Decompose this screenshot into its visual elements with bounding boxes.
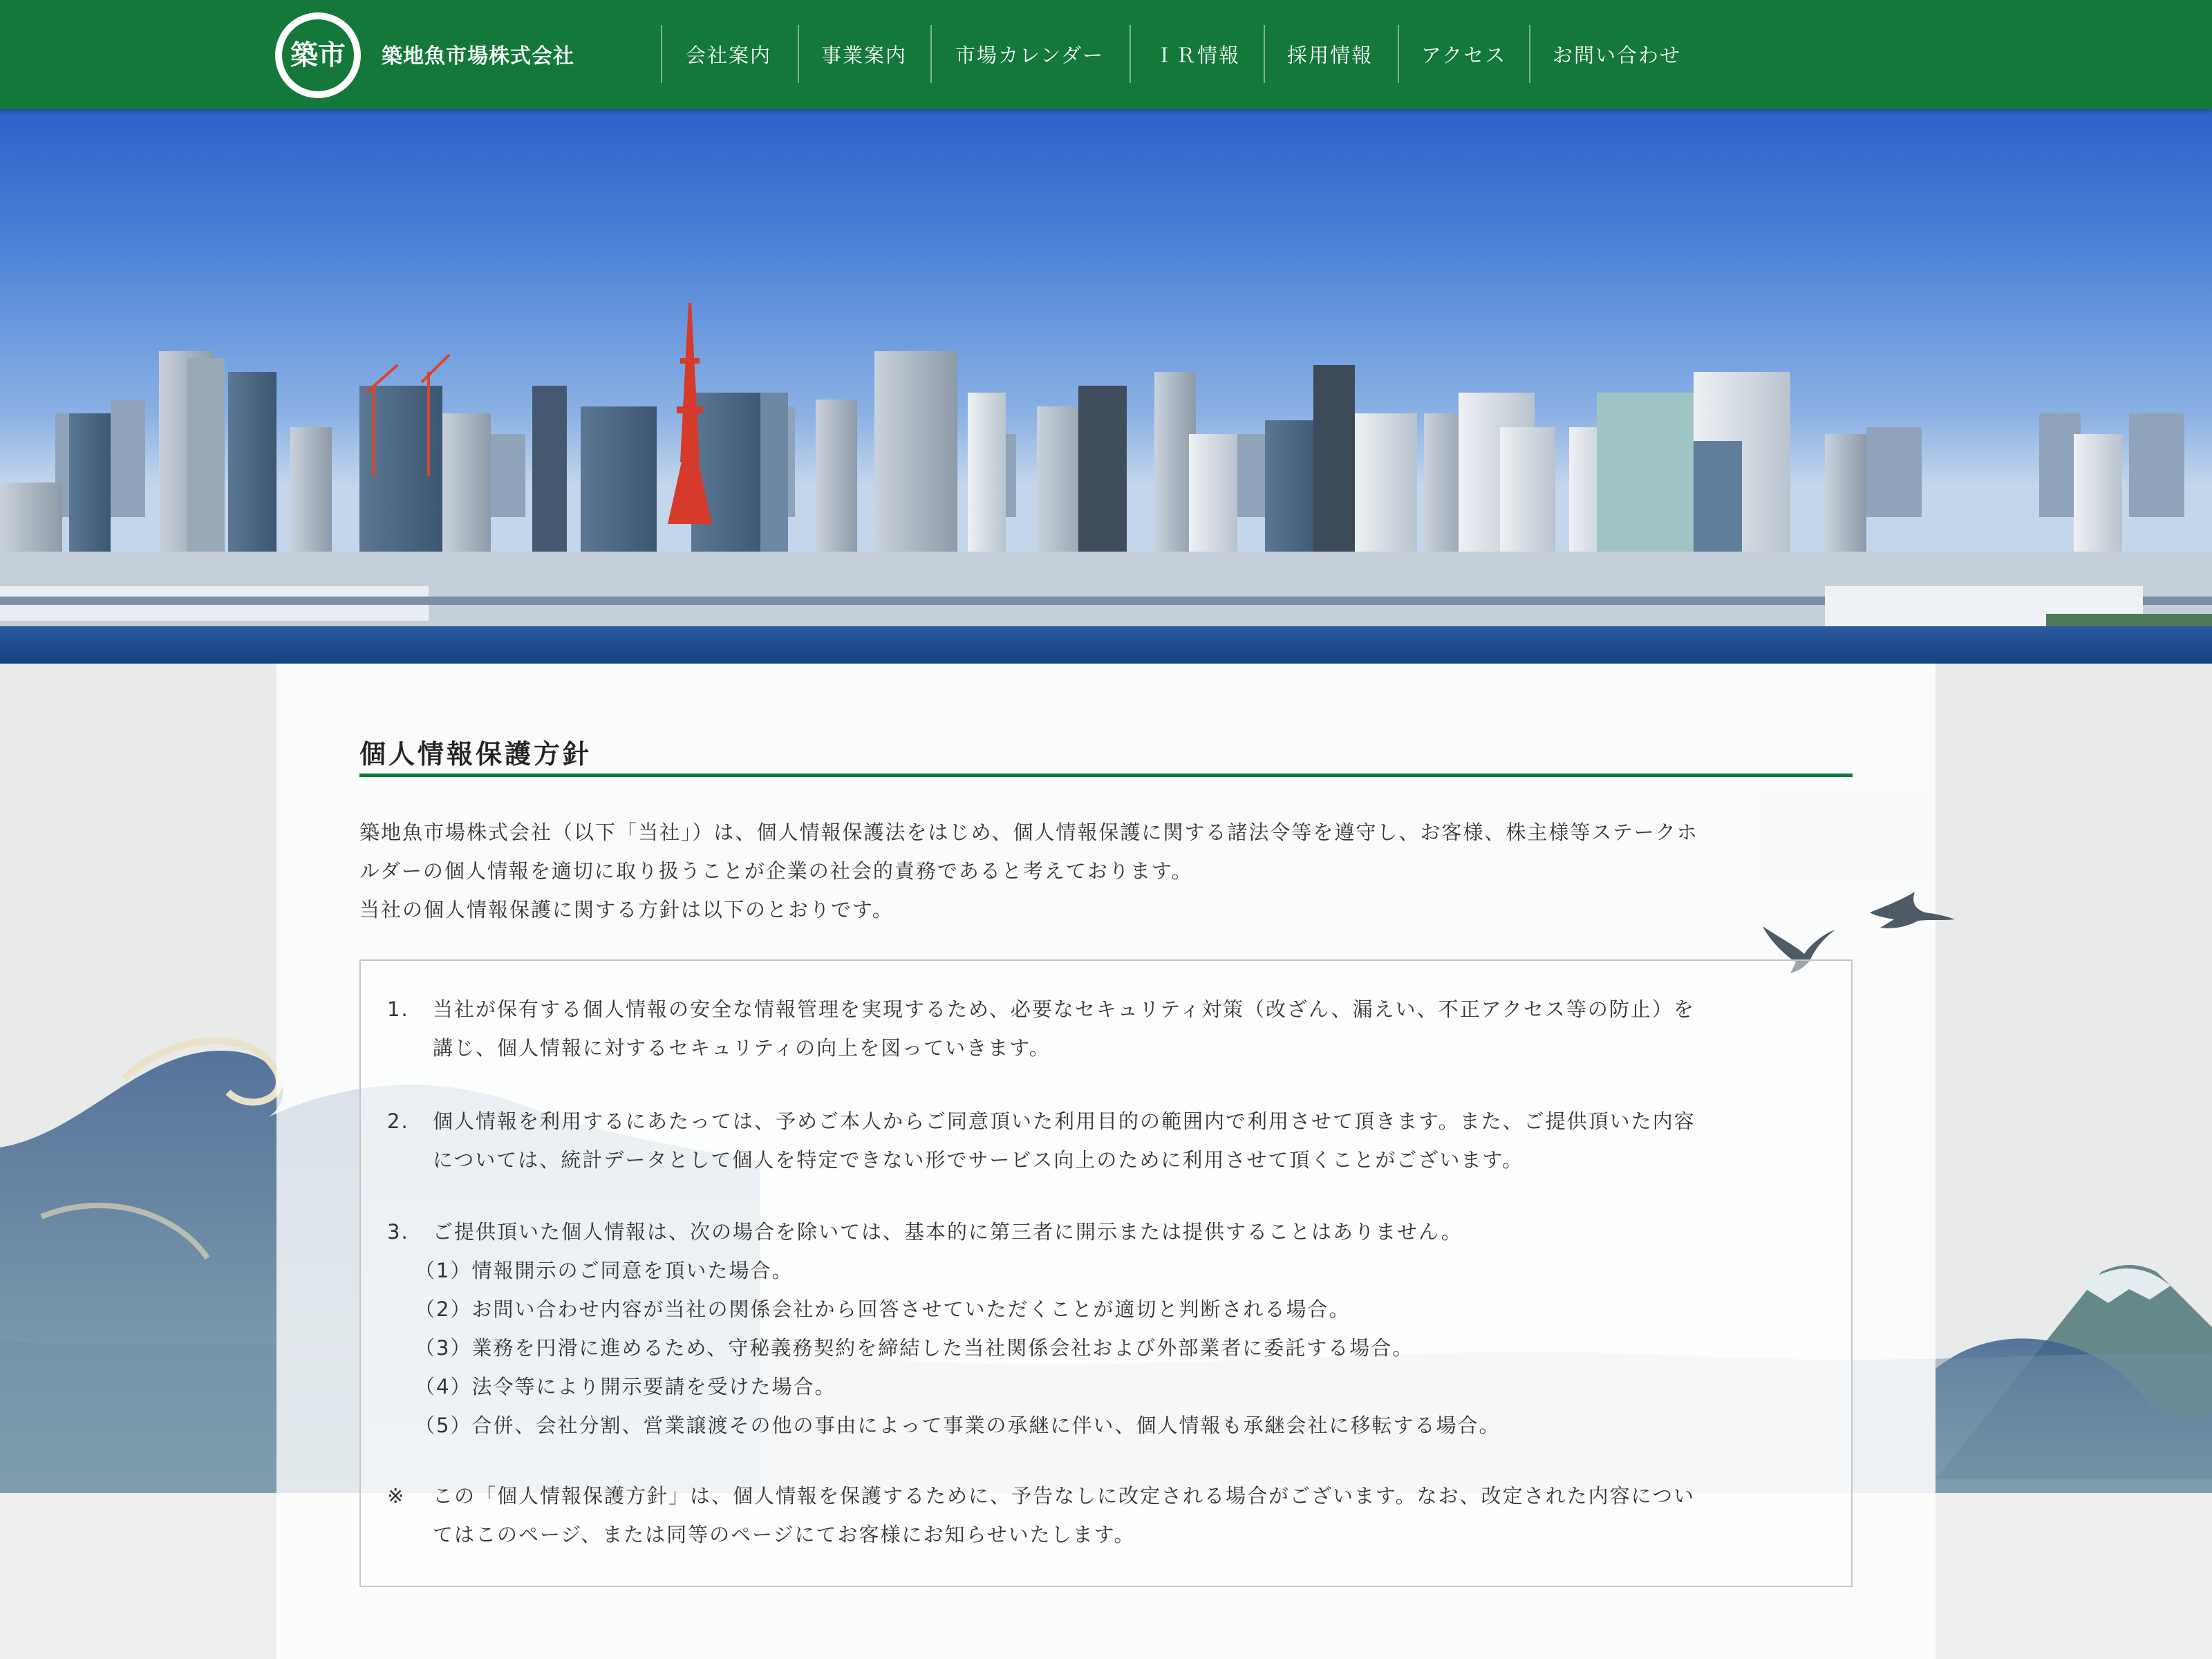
site-header <box>0 0 2212 109</box>
policy-line: 個人情報を利用するにあたっては、予めご本人からご同意頂いた利用目的の範囲内で利用させて頂きます。また、ご提供頂いた内容 <box>433 1109 1696 1133</box>
page-title: 個人情報保護方針 <box>359 739 592 769</box>
policy-number: 2. <box>387 1109 409 1133</box>
company-name[interactable]: 築地魚市場株式会社 <box>382 44 574 68</box>
policy-item-2 <box>387 1102 1825 1179</box>
company-logo-icon[interactable] <box>275 12 361 98</box>
nav-item-market-calendar[interactable]: 市場カレンダー <box>930 25 1130 83</box>
policy-number: 1. <box>387 997 409 1021</box>
policy-sub-list <box>415 1251 1825 1445</box>
policy-sub-item: （2）お問い合わせ内容が当社の関係会社から回答させていただくことが適切と判断される場合。 <box>415 1297 1351 1321</box>
policy-sub-item: （1）情報開示のご同意を頂いた場合。 <box>415 1259 794 1282</box>
nav-item-business[interactable]: 事業案内 <box>798 25 930 83</box>
nav-item-access[interactable]: アクセス <box>1398 25 1529 83</box>
nav-item-ir[interactable]: ＩＲ情報 <box>1130 25 1264 83</box>
policy-note <box>387 1477 1825 1554</box>
policy-line: については、統計データとして個人を特定できない形でサービス向上のために利用させて頂くことがございます。 <box>433 1148 1524 1172</box>
policy-sub-item: （4）法令等により開示要請を受けた場合。 <box>415 1375 836 1398</box>
nav-item-company[interactable]: 会社案内 <box>661 25 798 83</box>
policy-item-1 <box>387 990 1825 1067</box>
policy-sub-item: （5）合併、会社分割、営業譲渡その他の事由によって事業の承継に伴い、個人情報も承継会社に移転する場合。 <box>415 1414 1501 1437</box>
policy-sub-item: （3）業務を円滑に進めるため、守秘義務契約を締結した当社関係会社および外部業者に委託する場合。 <box>415 1336 1414 1360</box>
note-line: てはこのページ、または同等のページにてお客様にお知らせいたします。 <box>433 1523 1136 1546</box>
policy-line: 当社が保有する個人情報の安全な情報管理を実現するため、必要なセキュリティ対策（改ざん、漏えい、不正アクセス等の防止）を <box>433 997 1695 1021</box>
swallow-bird-icon <box>1866 885 1956 940</box>
note-mark: ※ <box>387 1484 406 1508</box>
skyline-illustration <box>0 109 2212 664</box>
policy-line: 講じ、個人情報に対するセキュリティの向上を図っていきます。 <box>433 1036 1051 1060</box>
policy-number: 3. <box>387 1220 409 1244</box>
note-line: この「個人情報保護方針」は、個人情報を保護するために、予告なしに改定される場合がございます。なお、改定された内容につい <box>433 1484 1696 1508</box>
nav-item-recruit[interactable]: 採用情報 <box>1264 25 1398 83</box>
intro-line: 当社の個人情報保護に関する方針は以下のとおりです。 <box>359 898 894 921</box>
main-nav <box>661 25 1709 83</box>
nav-item-contact[interactable]: お問い合わせ <box>1529 25 1709 83</box>
hero-skyline-image <box>0 109 2212 664</box>
intro-line: 築地魚市場株式会社（以下「当社」）は、個人情報保護法をはじめ、個人情報保護に関する諸法令等を遵守し、お客様、株主様等ステークホ <box>359 821 1698 844</box>
policy-line: ご提供頂いた個人情報は、次の場合を除いては、基本的に第三者に開示または提供することはありません。 <box>433 1220 1463 1244</box>
title-underline <box>359 774 1853 777</box>
intro-text <box>359 813 1853 929</box>
policy-item-3 <box>387 1212 1825 1251</box>
intro-line: ルダーの個人情報を適切に取り扱うことが企業の社会的責務であると考えております。 <box>359 859 1193 883</box>
logo-glyph: 築市 <box>290 39 346 71</box>
